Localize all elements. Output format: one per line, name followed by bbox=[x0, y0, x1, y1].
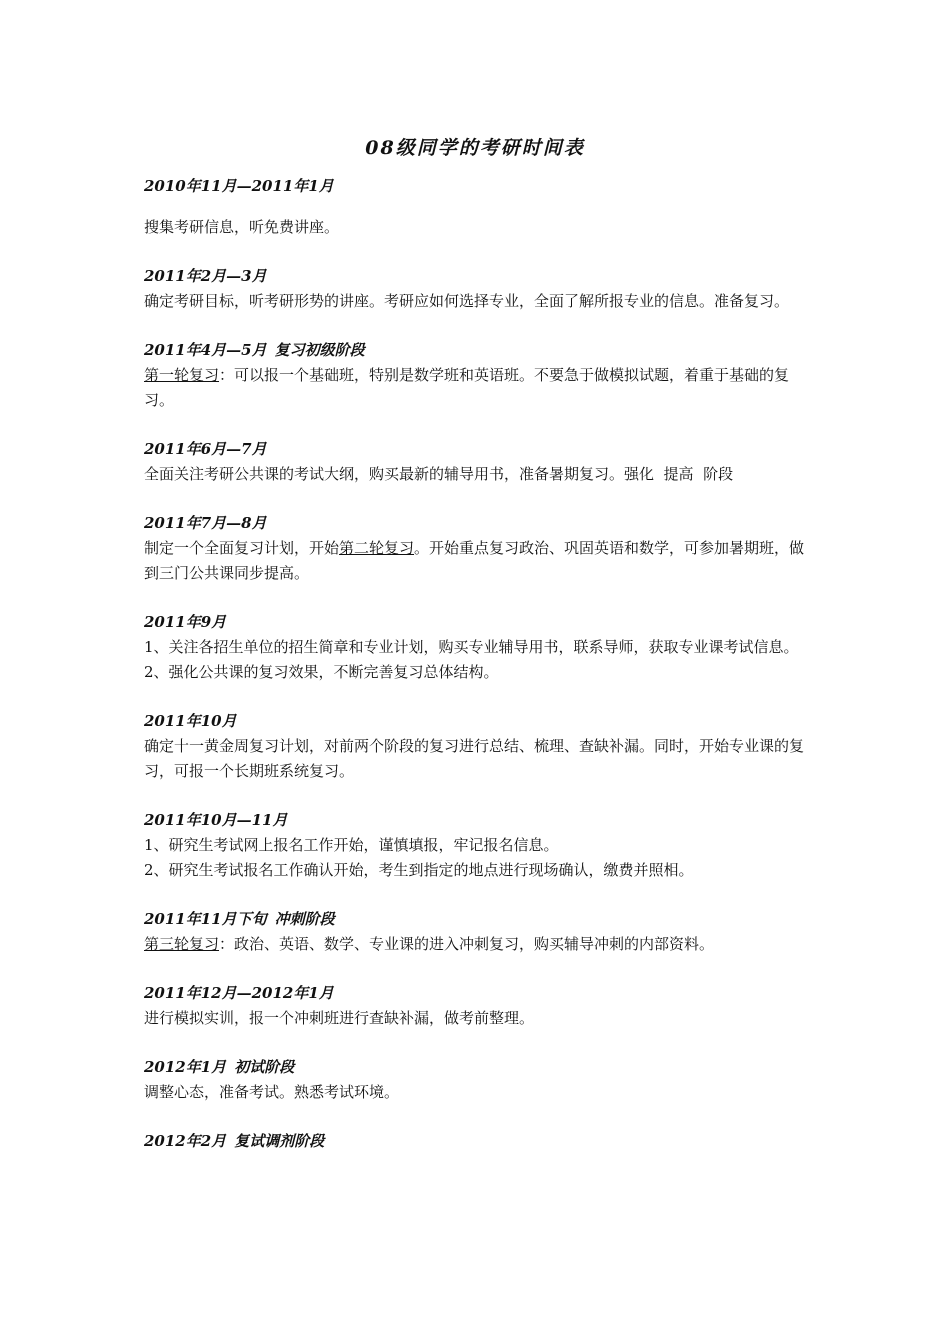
paragraph-text: ：政治、英语、数学、专业课的进入冲刺复习，购买辅导冲刺的内部资料。 bbox=[219, 935, 715, 953]
schedule-section bbox=[144, 610, 806, 685]
section-heading bbox=[144, 264, 806, 289]
section-paragraph: 2、强化公共课的复习效果，不断完善复习总体结构。 bbox=[144, 663, 499, 681]
review-round-term: 第一轮复习 bbox=[144, 366, 220, 384]
section-heading bbox=[144, 610, 806, 635]
period-label: 2011年11月下旬 bbox=[144, 910, 267, 928]
section-heading bbox=[144, 338, 806, 363]
section-paragraph: 1、研究生考试网上报名工作开始，谨慎填报，牢记报名信息。 bbox=[144, 836, 559, 854]
stage-label: 冲刺阶段 bbox=[274, 910, 335, 928]
period-label: 2012年1月 bbox=[144, 1058, 227, 1076]
period-label: 2011年12月—2012年1月 bbox=[144, 984, 334, 1002]
section-paragraph: 确定考研目标，听考研形势的讲座。考研应如何选择专业，全面了解所报专业的信息。准备复习。 bbox=[144, 292, 790, 310]
schedule-section bbox=[144, 511, 806, 586]
document-page bbox=[144, 130, 806, 1178]
stage-label: 复习初级阶段 bbox=[274, 341, 365, 359]
section-heading bbox=[144, 511, 806, 536]
section-heading bbox=[144, 981, 806, 1006]
schedule-section bbox=[144, 1129, 806, 1154]
schedule-section bbox=[144, 437, 806, 487]
section-heading bbox=[144, 709, 806, 734]
document-title: 08级同学的考研时间表 bbox=[365, 137, 585, 159]
section-heading bbox=[144, 907, 806, 932]
review-round-term: 第二轮复习 bbox=[339, 539, 415, 557]
paragraph-text: 制定一个全面复习计划，开始 bbox=[144, 539, 340, 557]
section-heading bbox=[144, 808, 806, 833]
paragraph-text: 。开始重点复习政治、巩固英语和数学，可参加暑期班，做到三门公共课同步提高。 bbox=[144, 539, 805, 582]
period-label: 2011年7月—8月 bbox=[144, 514, 267, 532]
period-label: 2011年9月 bbox=[144, 613, 227, 631]
section-heading bbox=[144, 1055, 806, 1080]
schedule-section bbox=[144, 1055, 806, 1105]
schedule-section bbox=[144, 907, 806, 957]
section-paragraph: 进行模拟实训，报一个冲刺班进行查缺补漏，做考前整理。 bbox=[144, 1009, 535, 1027]
section-heading bbox=[144, 437, 806, 462]
period-label: 2011年2月—3月 bbox=[144, 267, 267, 285]
schedule-section bbox=[144, 981, 806, 1031]
section-paragraph: 2、研究生考试报名工作确认开始，考生到指定的地点进行现场确认，缴费并照相。 bbox=[144, 861, 694, 879]
section-heading bbox=[144, 174, 806, 199]
schedule-section bbox=[144, 264, 806, 314]
schedule-section bbox=[144, 174, 806, 240]
period-label: 2011年10月—11月 bbox=[144, 811, 288, 829]
section-paragraph bbox=[144, 536, 806, 586]
stage-label: 复试调剂阶段 bbox=[234, 1132, 325, 1150]
section-paragraph: 1、关注各招生单位的招生简章和专业计划，购买专业辅导用书，联系导师，获取专业课考试信息。 bbox=[144, 638, 799, 656]
section-paragraph: 调整心态，准备考试。熟悉考试环境。 bbox=[144, 1083, 400, 1101]
section-paragraph: 搜集考研信息，听免费讲座。 bbox=[144, 218, 340, 236]
period-label: 2011年6月—7月 bbox=[144, 440, 267, 458]
section-paragraph bbox=[144, 363, 806, 413]
period-label: 2012年2月 bbox=[144, 1132, 227, 1150]
stage-label: 初试阶段 bbox=[234, 1058, 295, 1076]
schedule-section bbox=[144, 338, 806, 413]
section-paragraph: 全面关注考研公共课的考试大纲，购买最新的辅导用书，准备暑期复习。强化 提高 阶段 bbox=[144, 465, 734, 483]
paragraph-text: ：可以报一个基础班，特别是数学班和英语班。不要急于做模拟试题，着重于基础的复习。 bbox=[144, 366, 790, 409]
review-round-term: 第三轮复习 bbox=[144, 935, 220, 953]
section-heading bbox=[144, 1129, 806, 1154]
schedule-section bbox=[144, 709, 806, 784]
period-label: 2010年11月—2011年1月 bbox=[144, 177, 334, 195]
schedule-section bbox=[144, 808, 806, 883]
section-paragraph bbox=[144, 932, 806, 957]
period-label: 2011年4月—5月 bbox=[144, 341, 267, 359]
period-label: 2011年10月 bbox=[144, 712, 237, 730]
section-paragraph: 确定十一黄金周复习计划，对前两个阶段的复习进行总结、梳理、查缺补漏。同时，开始专业课的复习，可报一个长期班系统复习。 bbox=[144, 737, 805, 780]
